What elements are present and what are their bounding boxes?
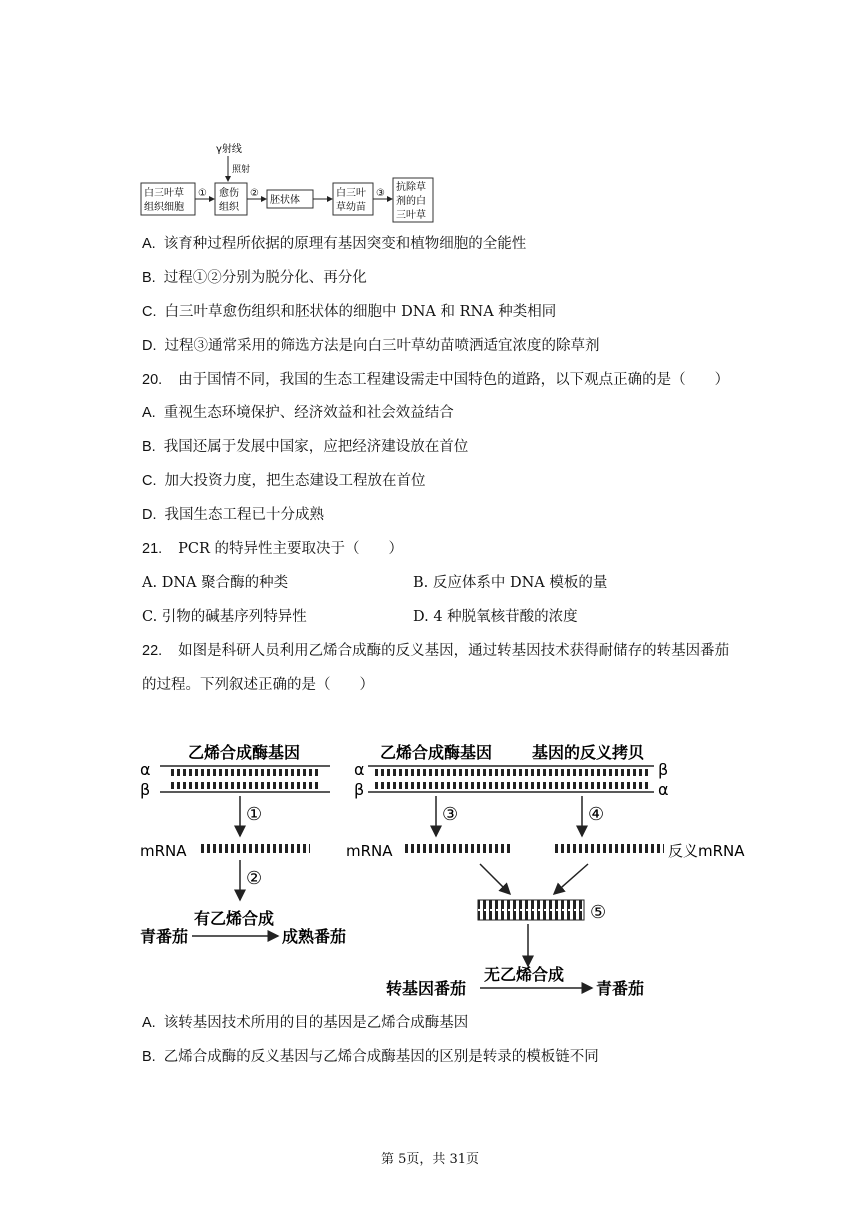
q20-option-d[interactable]: D. 我国生态工程已十分成熟 bbox=[142, 507, 324, 523]
q21-option-d[interactable]: D. 4 种脱氧核苷酸的浓度 bbox=[413, 609, 578, 625]
left-dna-beta-strand bbox=[170, 782, 320, 789]
q19-option-c[interactable]: C. 白三叶草愈伤组织和胚状体的细胞中 DNA 和 RNA 种类相同 bbox=[142, 304, 557, 320]
box-seedling-line1: 白三叶 bbox=[336, 188, 366, 199]
q19-option-b[interactable]: B. 过程①②分别为脱分化、再分化 bbox=[142, 270, 367, 286]
transgenic-tomato-label: 转基因番茄 bbox=[386, 979, 467, 998]
step-2-label: ② bbox=[246, 868, 263, 889]
box-seedling-line2: 草幼苗 bbox=[336, 202, 366, 213]
antisense-gene-diagram bbox=[140, 730, 770, 1005]
q21-option-c[interactable]: C. 引物的碱基序列特异性 bbox=[142, 609, 307, 625]
left-gene-label: 乙烯合成酶基因 bbox=[188, 743, 301, 762]
green-tomato-label-2: 青番茄 bbox=[596, 979, 645, 998]
right-beta-left-label: β bbox=[354, 780, 365, 799]
q20-option-b[interactable]: B. 我国还属于发展中国家，应把经济建设放在首位 bbox=[142, 439, 469, 455]
antisense-mrna-label: 反义mRNA bbox=[668, 842, 745, 860]
right-alpha-right-label: α bbox=[658, 780, 669, 799]
step-1-label: ① bbox=[246, 804, 263, 825]
left-dna-alpha-strand bbox=[170, 769, 320, 776]
q19-option-a[interactable]: A. 该育种过程所依据的原理有基因突变和植物细胞的全能性 bbox=[142, 236, 527, 252]
right-mrna-label: mRNA bbox=[346, 842, 393, 860]
box-resistant-line3: 三叶草 bbox=[396, 210, 426, 221]
q22-option-a[interactable]: A. 该转基因技术所用的目的基因是乙烯合成酶基因 bbox=[142, 1015, 469, 1031]
box-resistant-line1: 抗除草 bbox=[396, 182, 426, 193]
step-2-label: ② bbox=[250, 188, 259, 199]
right-dna-bottom-strand bbox=[374, 782, 650, 789]
irradiation-label: 照射 bbox=[232, 165, 251, 175]
q21-option-b[interactable]: B. 反应体系中 DNA 模板的量 bbox=[413, 575, 608, 591]
step-3-label: ③ bbox=[376, 188, 385, 199]
step-5-label: ⑤ bbox=[590, 902, 607, 923]
gamma-ray-label: γ射线 bbox=[216, 144, 242, 155]
with-ethylene-label: 有乙烯合成 bbox=[194, 909, 275, 928]
box-leaf-cells-line1: 白三叶草 bbox=[144, 188, 184, 199]
mid-gene-label: 乙烯合成酶基因 bbox=[380, 743, 493, 762]
q21-option-a[interactable]: A. DNA 聚合酶的种类 bbox=[142, 575, 289, 591]
left-beta-label: β bbox=[140, 780, 151, 799]
q20-option-a[interactable]: A. 重视生态环境保护、经济效益和社会效益结合 bbox=[142, 405, 454, 421]
tissue-culture-flow-diagram bbox=[140, 138, 450, 224]
q20-option-c[interactable]: C. 加大投资力度，把生态建设工程放在首位 bbox=[142, 473, 426, 489]
box-resistant-line2: 剂的白 bbox=[396, 196, 426, 207]
q19-option-d[interactable]: D. 过程③通常采用的筛选方法是向白三叶草幼苗喷洒适宜浓度的除草剂 bbox=[142, 338, 600, 354]
right-mrna-strand bbox=[402, 844, 512, 853]
q20-stem: 20. 由于国情不同，我国的生态工程建设需走中国特色的道路，以下观点正确的是（ ） bbox=[142, 372, 730, 388]
right-alpha-left-label: α bbox=[354, 760, 365, 779]
antisense-mrna-strand bbox=[554, 844, 664, 853]
q21-stem: 21. PCR 的特异性主要取决于（ ） bbox=[142, 541, 404, 557]
box-embryoid-text: 胚状体 bbox=[270, 195, 300, 206]
step-4-label: ④ bbox=[588, 804, 605, 825]
left-mrna-label: mRNA bbox=[140, 842, 187, 860]
right-beta-right-label: β bbox=[658, 760, 669, 779]
ripe-tomato-label: 成熟番茄 bbox=[282, 927, 347, 946]
right-dna-top-strand bbox=[374, 769, 650, 776]
left-alpha-label: α bbox=[140, 760, 151, 779]
anti-gene-label: 基因的反义拷贝 bbox=[532, 743, 645, 762]
q22-stem-line1: 22. 如图是科研人员利用乙烯合成酶的反义基因，通过转基因技术获得耐储存的转基因番茄 bbox=[142, 643, 730, 659]
q22-stem-line2: 的过程。下列叙述正确的是（ ） bbox=[142, 677, 374, 693]
page-footer: 第 5页，共 31页 bbox=[380, 1152, 480, 1167]
left-mrna-strand bbox=[200, 844, 310, 853]
box-leaf-cells-line2: 组织细胞 bbox=[144, 202, 184, 213]
q22-option-b[interactable]: B. 乙烯合成酶的反义基因与乙烯合成酶基因的区别是转录的模板链不同 bbox=[142, 1049, 599, 1065]
no-ethylene-label: 无乙烯合成 bbox=[484, 965, 565, 984]
box-callus-line1: 愈伤 bbox=[219, 188, 239, 199]
green-tomato-label: 青番茄 bbox=[140, 927, 189, 946]
box-callus-line2: 组织 bbox=[219, 202, 239, 213]
step-3-label: ③ bbox=[442, 804, 459, 825]
step-1-label: ① bbox=[198, 188, 207, 199]
